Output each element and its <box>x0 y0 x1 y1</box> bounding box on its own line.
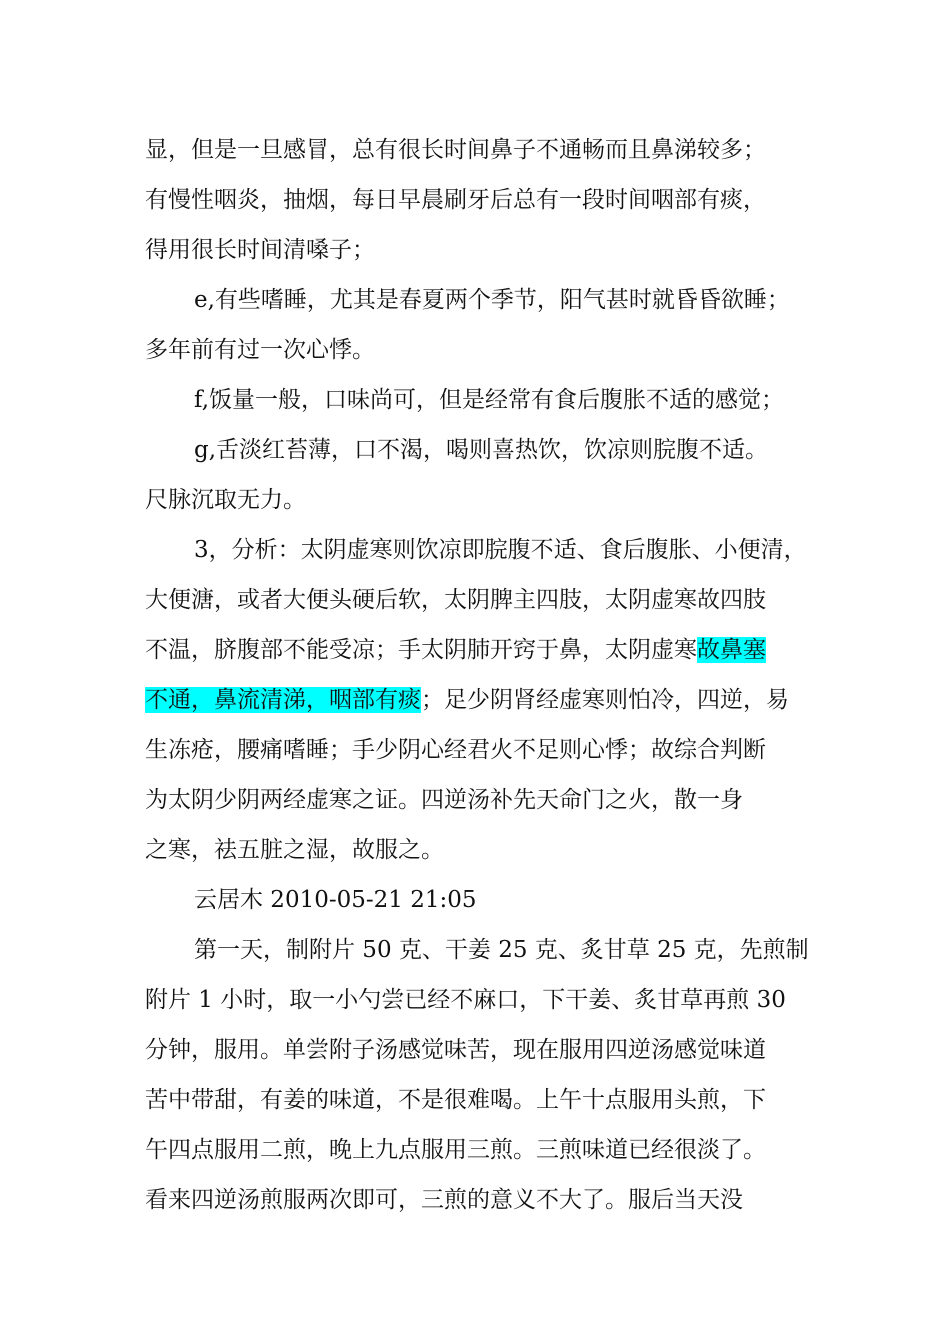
text-line: 多年前有过一次心悸。 <box>145 337 375 363</box>
day-one-line: 第一天，制附片 50 克、干姜 25 克、炙甘草 25 克，先煎制 <box>194 937 809 963</box>
text-line: 看来四逆汤煎服两次即可，三煎的意义不大了。服后当天没 <box>145 1187 743 1213</box>
text-line: 分钟，服用。单尝附子汤感觉味苦，现在服用四逆汤感觉味道 <box>145 1037 766 1063</box>
text-line: 得用很长时间清嗓子； <box>145 237 375 263</box>
paragraph-f-line: f,饭量一般，口味尚可，但是经常有食后腹胀不适的感觉； <box>194 387 785 413</box>
text-line: 午四点服用二煎，晚上九点服用三煎。三煎味道已经很淡了。 <box>145 1137 766 1163</box>
text-line: 尺脉沉取无力。 <box>145 487 306 513</box>
text-span: 不温，脐腹部不能受凉；手太阴肺开窍于鼻，太阴虚寒 <box>145 637 697 663</box>
author-timestamp: 云居木 2010-05-21 21:05 <box>194 887 477 913</box>
highlighted-text: 故鼻塞 <box>697 637 766 663</box>
text-line <box>145 675 815 725</box>
text-line <box>145 625 815 675</box>
text-line: 为太阴少阴两经虚寒之证。四逆汤补先天命门之火，散一身 <box>145 787 743 813</box>
text-line: 生冻疮，腰痛嗜睡；手少阴心经君火不足则心悸；故综合判断 <box>145 737 766 763</box>
text-line: 附片 1 小时，取一小勺尝已经不麻口，下干姜、炙甘草再煎 30 <box>145 987 786 1013</box>
highlighted-text: 不通，鼻流清涕，咽部有痰 <box>145 687 421 713</box>
paragraph-e-line: e,有些嗜睡，尤其是春夏两个季节，阳气甚时就昏昏欲睡； <box>194 287 790 313</box>
text-span: ；足少阴肾经虚寒则怕冷，四逆，易 <box>421 687 789 713</box>
text-line: 之寒，祛五脏之湿，故服之。 <box>145 837 444 863</box>
paragraph-g-line: g,舌淡红苔薄，口不渴，喝则喜热饮，饮凉则脘腹不适。 <box>194 437 769 463</box>
text-line: 大便溏，或者大便头硬后软，太阴脾主四肢，太阴虚寒故四肢 <box>145 587 766 613</box>
analysis-line: 3，分析：太阴虚寒则饮凉即脘腹不适、食后腹胀、小便清， <box>194 537 807 563</box>
text-line: 苦中带甜，有姜的味道，不是很难喝。上午十点服用头煎，下 <box>145 1087 766 1113</box>
text-line: 有慢性咽炎，抽烟，每日早晨刷牙后总有一段时间咽部有痰， <box>145 187 766 213</box>
text-line: 显，但是一旦感冒，总有很长时间鼻子不通畅而且鼻涕较多； <box>145 137 766 163</box>
document-body <box>145 125 815 1225</box>
